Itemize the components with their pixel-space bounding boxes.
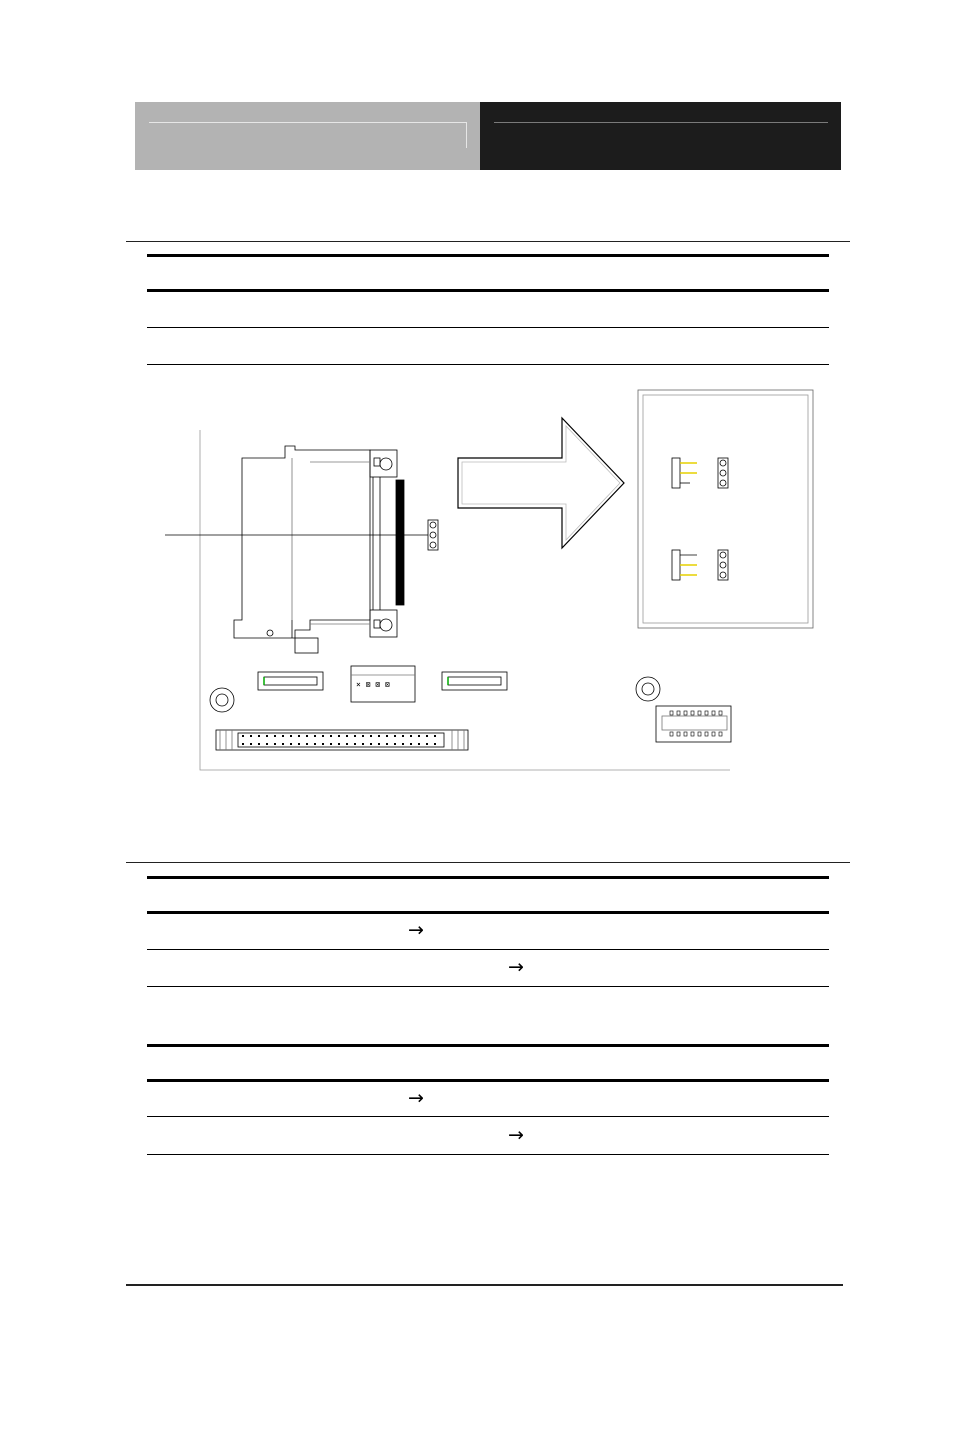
table-3-bottom-border <box>147 1154 829 1155</box>
zoom-jumper-2 <box>672 550 728 580</box>
section-divider-2 <box>126 862 850 863</box>
board-diagram <box>130 380 830 780</box>
header-left-tick <box>466 122 467 148</box>
right-arrow-icon: → <box>508 956 524 978</box>
cf-card-slot <box>234 446 404 653</box>
table-2-top-border <box>147 876 829 879</box>
table-1-header-border <box>147 289 829 292</box>
table-1-bottom-border <box>147 364 829 365</box>
ide-header <box>216 730 468 750</box>
table-3-top-border <box>147 1044 829 1047</box>
table-2-header-border <box>147 911 829 914</box>
table-1-top-border <box>147 254 829 257</box>
right-arrow-icon: → <box>408 1087 424 1109</box>
header-left-panel <box>135 102 480 170</box>
mounting-hole-right <box>636 677 660 701</box>
section-divider-1 <box>126 241 850 242</box>
zoom-panel <box>638 390 813 628</box>
zoom-jumper-1 <box>672 458 728 488</box>
right-arrow-icon: → <box>408 919 424 941</box>
right-arrow-icon: → <box>508 1124 524 1146</box>
table-2-bottom-border <box>147 986 829 987</box>
footer-rule <box>126 1284 843 1286</box>
svg-text:× ⊠ ⊠ ⊠: × ⊠ ⊠ ⊠ <box>356 680 390 689</box>
pin-header-right <box>656 706 731 742</box>
table-1-row-border <box>147 327 829 328</box>
ide-pins <box>242 735 436 745</box>
header-right-panel <box>480 102 841 170</box>
connector-middle <box>351 666 415 702</box>
right-header-pins <box>670 711 722 736</box>
big-right-arrow <box>458 418 624 548</box>
connector-right <box>442 672 507 690</box>
table-3-row-border <box>147 1116 829 1117</box>
header-left-rule <box>149 122 467 123</box>
header-right-rule <box>494 122 828 123</box>
mounting-hole-left <box>210 688 234 712</box>
connector-left <box>258 672 323 690</box>
table-2-row-border <box>147 949 829 950</box>
board-jumper <box>428 520 438 550</box>
table-3-header-border <box>147 1079 829 1082</box>
